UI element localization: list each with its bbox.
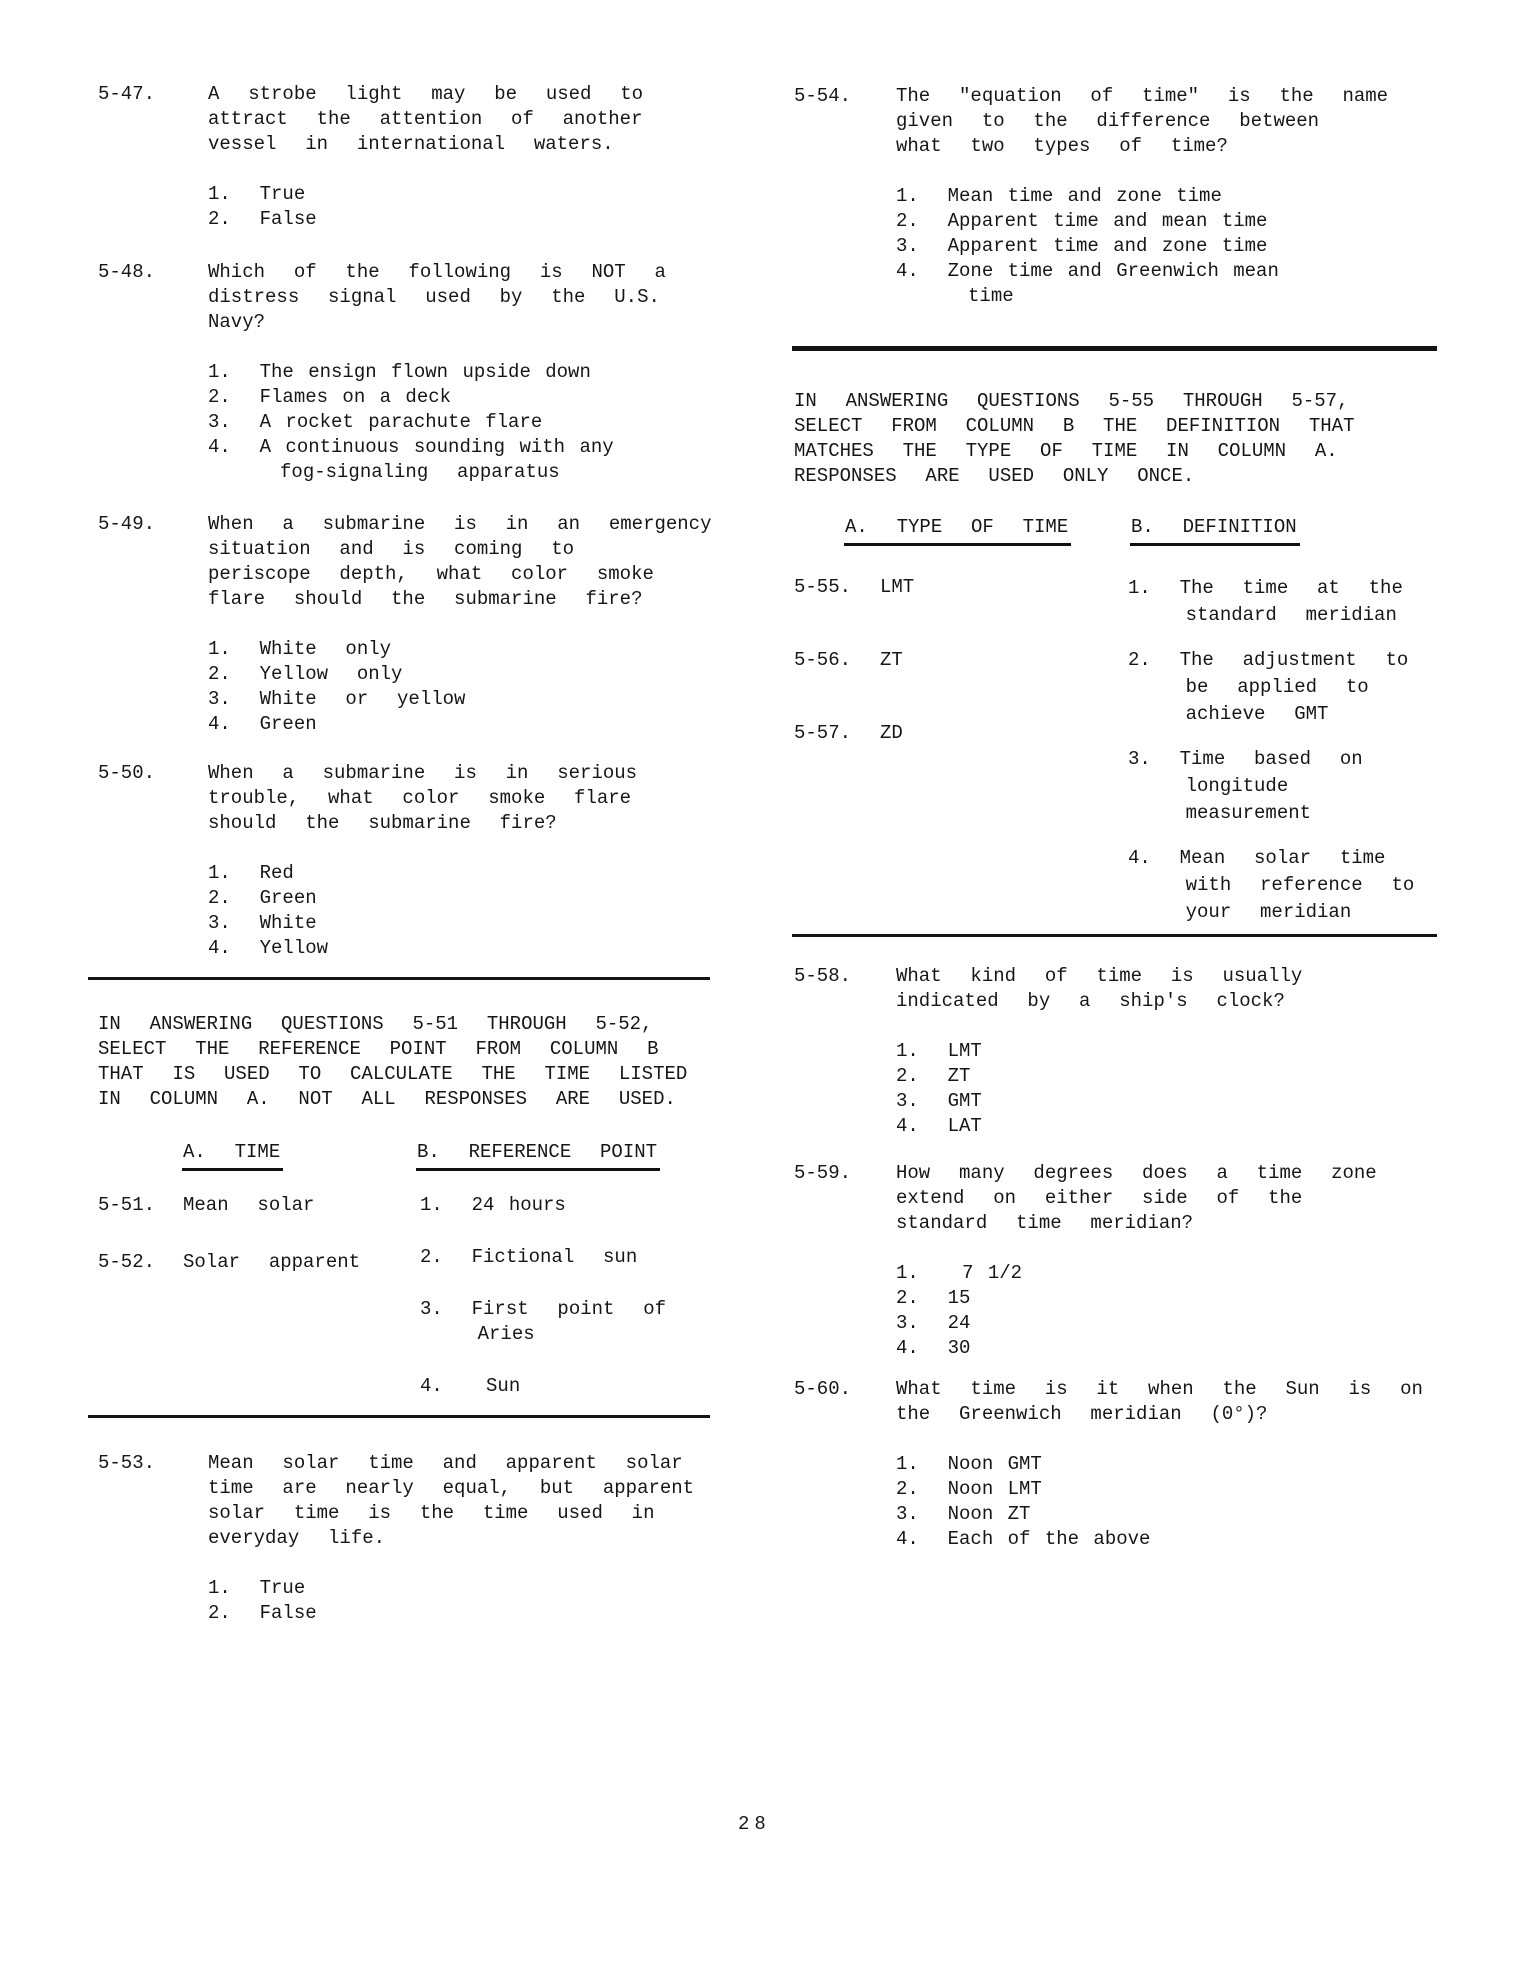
question-number: 5-57. — [794, 722, 852, 744]
matching-column-headers — [794, 515, 1454, 546]
column-a-items — [794, 575, 914, 794]
question-5-58 — [794, 964, 1454, 1139]
matching-table — [98, 1193, 726, 1399]
matching-item-5-56 — [794, 648, 914, 673]
question-main — [208, 82, 726, 232]
question-number: 5-54. — [794, 85, 852, 107]
column-b-items — [1128, 575, 1454, 926]
question-main — [208, 512, 726, 737]
matching-item-5-57 — [794, 721, 914, 746]
answer-options: 1. Noon GMT 2. Noon LMT 3. Noon ZT 4. Each of the above — [896, 1453, 1151, 1550]
question-number: 5-55. — [794, 576, 852, 598]
answer-options: 1. True 2. False — [208, 183, 317, 230]
question-main — [896, 84, 1454, 309]
page-number: 28 — [738, 1813, 771, 1835]
question-number: 5-60. — [794, 1378, 852, 1400]
question-text: When a submarine is in serious trouble, what color smoke flare should the submarine fire? — [208, 762, 638, 834]
definition-option-3: 3. Time based on longitude measurement — [1128, 748, 1363, 824]
answer-options: 1. White only 2. Yellow only 3. White or yellow 4. Green — [208, 638, 466, 735]
answer-options: 1. 7 1/2 2. 15 3. 24 4. 30 — [896, 1262, 1023, 1359]
horizontal-divider — [88, 1415, 710, 1418]
left-column — [98, 82, 726, 1626]
question-number: 5-50. — [98, 762, 156, 784]
question-5-59 — [794, 1161, 1454, 1361]
matching-item-label: LMT — [880, 576, 915, 598]
question-5-54 — [794, 84, 1454, 309]
question-number: 5-53. — [98, 1452, 156, 1474]
question-5-60 — [794, 1377, 1454, 1552]
definition-option-2: 2. The adjustment to be applied to achieve GMT — [1128, 649, 1409, 725]
answer-options: 1. Mean time and zone time 2. Apparent time and mean time 3. Apparent time and zone time 4. Zone time and Greenwich mean time — [896, 185, 1279, 307]
definition-option-4: 4. Mean solar time with reference to your meridian — [1128, 847, 1415, 923]
matching-item-label: ZT — [880, 649, 903, 671]
question-main — [896, 964, 1454, 1139]
answer-options: 1. The ensign flown upside down 2. Flames on a deck 3. A rocket parachute flare 4. A continuous sounding with any fog-signaling apparatus — [208, 361, 614, 483]
question-text: A strobe light may be used to attract the attention of another vessel in international waters. — [208, 83, 644, 155]
reference-option-2: 2. Fictional sun — [420, 1246, 638, 1268]
question-number: 5-49. — [98, 513, 156, 535]
question-number: 5-56. — [794, 649, 852, 671]
horizontal-divider — [88, 977, 710, 980]
column-b-items — [420, 1193, 726, 1399]
column-b-header: B. REFERENCE POINT — [416, 1140, 660, 1171]
question-text: What time is it when the Sun is on the Greenwich meridian (0°)? — [896, 1378, 1423, 1425]
question-text: Mean solar time and apparent solar time are nearly equal, but apparent solar time is the time used in everyday life. — [208, 1452, 695, 1549]
reference-option-4: 4. Sun — [420, 1375, 521, 1397]
horizontal-divider — [792, 934, 1437, 937]
question-5-47 — [98, 82, 726, 232]
question-main — [208, 1451, 726, 1626]
matching-item-5-55 — [794, 575, 914, 600]
question-5-50 — [98, 761, 726, 961]
matching-item-label: ZD — [880, 722, 903, 744]
answer-options: 1. True 2. False — [208, 1577, 317, 1624]
column-a-header: A. TIME — [182, 1140, 283, 1171]
right-column — [794, 84, 1454, 1552]
question-text: What kind of time is usually indicated by a ship's clock? — [896, 965, 1303, 1012]
matching-table — [794, 575, 1454, 926]
question-5-48 — [98, 260, 726, 485]
column-a-items — [98, 1193, 360, 1307]
question-number: 5-59. — [794, 1162, 852, 1184]
question-number: 5-52. — [98, 1251, 156, 1273]
definition-option-1: 1. The time at the standard meridian — [1128, 577, 1403, 626]
matching-column-headers — [98, 1140, 726, 1171]
question-5-53 — [98, 1451, 726, 1626]
question-number: 5-51. — [98, 1194, 156, 1216]
question-text: The "equation of time" is the name given to the difference between what two types of time? — [896, 85, 1389, 157]
column-a-header: A. TYPE OF TIME — [844, 515, 1071, 546]
column-b-header: B. DEFINITION — [1130, 515, 1300, 546]
question-main — [208, 761, 726, 961]
reference-option-1: 1. 24 hours — [420, 1194, 566, 1216]
matching-item-label: Mean solar — [183, 1194, 315, 1216]
matching-item-5-52 — [98, 1250, 360, 1275]
matching-instructions: IN ANSWERING QUESTIONS 5-51 THROUGH 5-52, SELECT THE REFERENCE POINT FROM COLUMN B THAT IS USED TO CALCULATE THE TIME LISTED IN COLUMN A. NOT ALL RESPONSES ARE USED. — [98, 1013, 688, 1110]
question-number: 5-47. — [98, 83, 156, 105]
question-text: How many degrees does a time zone extend on either side of the standard time meridian? — [896, 1162, 1377, 1234]
question-main — [208, 260, 726, 485]
question-text: Which of the following is NOT a distress signal used by the U.S. Navy? — [208, 261, 666, 333]
horizontal-divider — [792, 346, 1437, 351]
reference-option-3: 3. First point of Aries — [420, 1298, 667, 1345]
matching-instructions: IN ANSWERING QUESTIONS 5-55 THROUGH 5-57, SELECT FROM COLUMN B THE DEFINITION THAT MATCHES THE TYPE OF TIME IN COLUMN A. RESPONSES ARE USED ONLY ONCE. — [794, 390, 1355, 487]
question-5-49 — [98, 512, 726, 737]
question-number: 5-58. — [794, 965, 852, 987]
matching-item-label: Solar apparent — [183, 1251, 361, 1273]
answer-options: 1. Red 2. Green 3. White 4. Yellow — [208, 862, 329, 959]
question-main — [896, 1377, 1454, 1552]
question-text: When a submarine is in an emergency situation and is coming to periscope depth, what color smoke flare should the submarine fire? — [208, 513, 712, 610]
answer-options: 1. LMT 2. ZT 3. GMT 4. LAT — [896, 1040, 982, 1137]
question-main — [896, 1161, 1454, 1361]
matching-item-5-51 — [98, 1193, 360, 1218]
question-number: 5-48. — [98, 261, 156, 283]
